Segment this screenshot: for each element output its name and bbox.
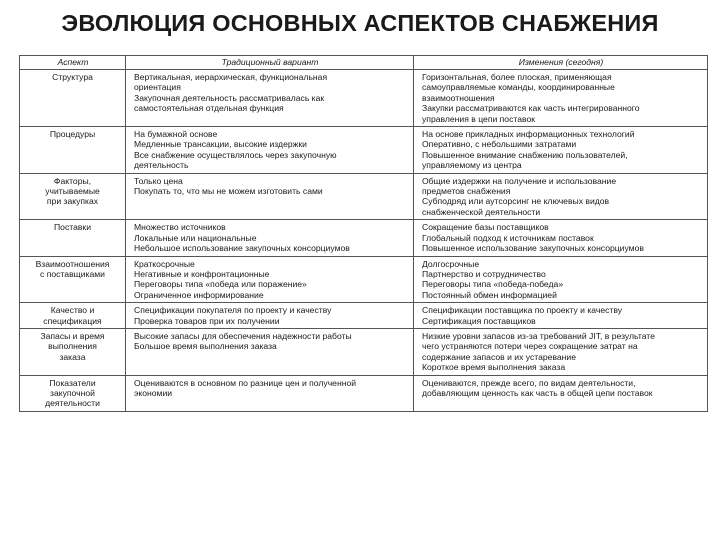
- traditional-cell: [126, 303, 414, 329]
- table-row: [20, 127, 708, 174]
- table-row: [20, 220, 708, 256]
- cell-line: чего устраняются потери через сокращение затрат на: [422, 341, 638, 352]
- cell-line: Постоянный обмен информацией: [422, 289, 557, 300]
- aspect-cell: [20, 303, 126, 329]
- cell-line: управляемому из центра: [422, 160, 522, 171]
- cell-line: Все снабжение осуществлялось через закупочную: [134, 149, 337, 160]
- cell-line: Покупать то, что мы не можем изготовить сами: [134, 186, 323, 197]
- table-row: [20, 173, 708, 220]
- table-row: [20, 328, 708, 375]
- cell-line: Горизонтальная, более плоская, применяющая: [422, 72, 612, 82]
- cell-line: с поставщиками: [40, 268, 105, 279]
- traditional-cell: [126, 220, 414, 256]
- cell-line: Качество и: [50, 305, 95, 316]
- traditional-cell: [126, 173, 414, 220]
- cell-line: закупочной: [50, 387, 95, 398]
- cell-line: управления в цепи поставок: [422, 113, 536, 124]
- cell-line: самостоятельная отдельная функция: [134, 103, 284, 114]
- cell-line: Небольшое использование закупочных консорциумов: [134, 243, 350, 254]
- cell-line: Оцениваются, прежде всего, по видам деятельности,: [422, 377, 636, 388]
- cell-line: Глобальный подход к источникам поставок: [422, 232, 594, 243]
- header-changes: Изменения (сегодня): [414, 56, 708, 70]
- cell-line: заказа: [59, 351, 86, 362]
- cell-line: Только цена: [134, 175, 183, 186]
- cell-line: Партнерство и сотрудничество: [422, 268, 546, 279]
- cell-line: Оцениваются в основном по разнице цен и полученной: [134, 377, 357, 388]
- table-row: [20, 375, 708, 411]
- aspect-cell: [20, 328, 126, 375]
- cell-line: Краткосрочные: [134, 258, 195, 269]
- changes-cell: [414, 220, 708, 256]
- cell-line: Негативные и конфронтационные: [134, 268, 270, 279]
- table-row: [20, 70, 708, 127]
- cell-line: учитываемые: [45, 186, 100, 197]
- aspect-cell: [20, 375, 126, 411]
- cell-line: Структура: [52, 72, 93, 82]
- cell-line: содержание запасов и их устаревание: [422, 351, 576, 362]
- cell-line: Спецификации покупателя по проекту и качеству: [134, 305, 332, 316]
- cell-line: Закупки рассматриваются как часть интегрированного: [422, 103, 640, 114]
- cell-line: Долгосрочные: [422, 258, 480, 269]
- aspect-cell: [20, 173, 126, 220]
- traditional-cell: [126, 375, 414, 411]
- cell-line: Высокие запасы для обеспечения надежности работы: [134, 330, 352, 341]
- cell-line: экономии: [134, 387, 173, 398]
- cell-line: снабженческой деятельности: [422, 206, 541, 217]
- changes-cell: [414, 256, 708, 303]
- changes-cell: [414, 127, 708, 174]
- cell-line: добавляющим ценность как часть в общей цепи поставок: [422, 387, 653, 398]
- cell-line: ориентация: [134, 82, 181, 93]
- cell-line: Процедуры: [49, 129, 96, 140]
- cell-line: Локальные или национальные: [134, 232, 257, 243]
- cell-line: взаимоотношения: [422, 92, 495, 103]
- traditional-cell: [126, 328, 414, 375]
- aspect-cell: [20, 220, 126, 256]
- cell-line: Общие издержки на получение и использование: [422, 175, 617, 186]
- cell-line: Медленные трансакции, высокие издержки: [134, 139, 307, 150]
- cell-line: Поставки: [54, 222, 91, 233]
- cell-line: деятельности: [45, 398, 100, 409]
- cell-line: самоуправляемые команды, координированные: [422, 82, 615, 93]
- changes-cell: [414, 328, 708, 375]
- cell-line: Спецификации поставщика по проекту и качеству: [422, 305, 623, 316]
- slide-title: ЭВОЛЮЦИЯ ОСНОВНЫХ АСПЕКТОВ СНАБЖЕНИЯ: [61, 10, 659, 36]
- cell-line: Оперативно, с небольшими затратами: [422, 139, 577, 150]
- changes-cell: [414, 70, 708, 127]
- cell-line: Сокращение базы поставщиков: [422, 222, 549, 233]
- cell-line: Запасы и время: [40, 330, 105, 341]
- cell-line: Взаимоотношения: [35, 258, 110, 269]
- table-header-row: [20, 56, 708, 70]
- table-body: [20, 70, 708, 412]
- cell-line: Сертификация поставщиков: [422, 315, 536, 326]
- changes-cell: [414, 303, 708, 329]
- cell-line: На основе прикладных информационных технологий: [422, 129, 635, 140]
- cell-line: деятельность: [134, 160, 189, 171]
- cell-line: выполнения: [48, 341, 97, 352]
- cell-line: спецификация: [43, 315, 102, 326]
- cell-line: Переговоры типа «победа-победа»: [422, 279, 564, 290]
- cell-line: предметов снабжения: [422, 186, 511, 197]
- cell-line: Переговоры типа «победа или поражение»: [134, 279, 307, 290]
- aspect-cell: [20, 256, 126, 303]
- cell-line: Показатели: [49, 377, 96, 388]
- cell-line: Закупочная деятельность рассматривалась как: [134, 92, 325, 103]
- cell-line: Повышенное использование закупочных консорциумов: [422, 243, 644, 254]
- cell-line: На бумажной основе: [134, 129, 218, 140]
- table-row: [20, 303, 708, 329]
- traditional-cell: [126, 256, 414, 303]
- changes-cell: [414, 375, 708, 411]
- cell-line: Короткое время выполнения заказа: [422, 362, 566, 373]
- cell-line: при закупках: [46, 196, 99, 207]
- cell-line: Ограниченное информирование: [134, 289, 264, 300]
- aspect-cell: [20, 70, 126, 127]
- cell-line: Субподряд или аутсорсинг не ключевых видов: [422, 196, 610, 207]
- cell-line: Повышенное внимание снабжению пользователей,: [422, 149, 628, 160]
- header-traditional: Традиционный вариант: [126, 56, 414, 70]
- cell-line: Низкие уровни запасов из-за требований JIT, в результате: [422, 330, 655, 341]
- traditional-cell: [126, 127, 414, 174]
- cell-line: Проверка товаров при их получении: [134, 315, 280, 326]
- cell-line: Факторы,: [53, 175, 92, 186]
- changes-cell: [414, 173, 708, 220]
- table-row: [20, 256, 708, 303]
- aspect-cell: [20, 127, 126, 174]
- aspects-table: [19, 55, 708, 412]
- cell-line: Множество источников: [134, 222, 226, 233]
- header-aspect: Аспект: [20, 56, 126, 70]
- traditional-cell: [126, 70, 414, 127]
- cell-line: Большое время выполнения заказа: [134, 341, 277, 352]
- cell-line: Вертикальная, иерархическая, функциональная: [134, 72, 328, 82]
